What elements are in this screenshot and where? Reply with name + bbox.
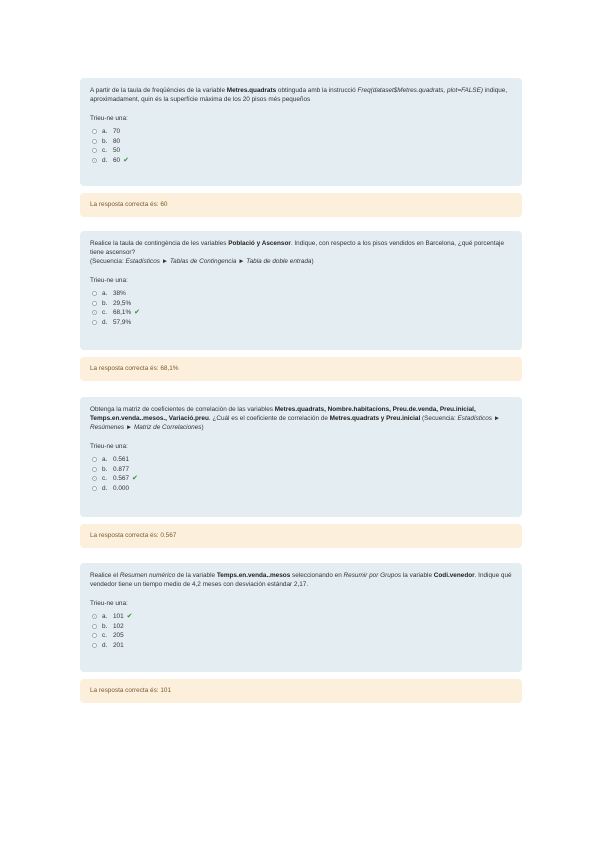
radio-button[interactable] bbox=[92, 139, 97, 144]
option-d[interactable]: d. 0.000 bbox=[92, 484, 512, 494]
question-text: A partir de la taula de freqüències de la variable Metres.quadrats obtinguda amb la instrucció Freq(dataset$Metres.quadrats, plot=FALSE) indique, aproximadament, quin és la superfície màxima de los 20 pisos més pequeños bbox=[90, 87, 508, 103]
radio-button[interactable] bbox=[92, 633, 97, 638]
feedback-4: La resposta correcta és: 101 bbox=[80, 679, 522, 703]
option-d[interactable]: d. 201 bbox=[92, 641, 512, 651]
answer-prompt: Trieu-ne una: bbox=[90, 443, 128, 450]
question-2 bbox=[80, 231, 522, 350]
radio-button[interactable] bbox=[92, 291, 97, 296]
radio-button[interactable] bbox=[92, 643, 97, 648]
radio-button[interactable] bbox=[92, 320, 97, 325]
option-b[interactable]: b. 102 bbox=[92, 622, 512, 632]
option-c[interactable]: c. 205 bbox=[92, 631, 512, 641]
radio-button[interactable] bbox=[92, 624, 97, 629]
radio-button[interactable] bbox=[92, 301, 97, 306]
option-a[interactable]: a. 101 ✔ bbox=[92, 612, 512, 622]
check-icon: ✔ bbox=[126, 613, 133, 621]
option-c[interactable]: c. 68,1% ✔ bbox=[92, 308, 512, 318]
question-3 bbox=[80, 397, 522, 517]
feedback-1: La resposta correcta és: 60 bbox=[80, 193, 522, 217]
feedback-3: La resposta correcta és: 0.567 bbox=[80, 524, 522, 548]
check-icon: ✔ bbox=[134, 309, 140, 317]
radio-button-selected[interactable] bbox=[92, 476, 97, 481]
question-4 bbox=[80, 563, 522, 672]
option-c[interactable]: c. 50 bbox=[92, 146, 512, 156]
option-d[interactable]: d. 60 ✔ bbox=[92, 156, 512, 166]
option-a[interactable]: a. 0.561 bbox=[92, 455, 512, 465]
radio-button[interactable] bbox=[92, 148, 97, 153]
option-b[interactable]: b. 0.877 bbox=[92, 465, 512, 475]
radio-button[interactable] bbox=[92, 486, 97, 491]
answer-prompt: Trieu-ne una: bbox=[90, 277, 128, 284]
question-text: Realice el Resumen numérico de la variable Temps.en.venda..mesos seleccionando en Resumir por Grupos la variable Codi.venedor. Indique qué vendedor tiene un tiempo medio de 4,2 meses con desviación estándar 2,17. bbox=[90, 572, 512, 588]
question-text: Realice la taula de contingència de les variables Població y Ascensor. Indique, con respecto a los pisos vendidos en Barcelona, ¿qué porcentaje tiene ascensor? (Secuencia: Estadísticos ► Tablas de Contingencia ► Tabla de doble entrada) bbox=[90, 240, 505, 265]
radio-button-selected[interactable] bbox=[92, 158, 97, 163]
answer-prompt: Trieu-ne una: bbox=[90, 600, 128, 607]
option-a[interactable]: a. 70 bbox=[92, 127, 512, 137]
option-b[interactable]: b. 80 bbox=[92, 137, 512, 147]
radio-button-selected[interactable] bbox=[92, 310, 97, 315]
check-icon: ✔ bbox=[132, 475, 138, 483]
radio-button[interactable] bbox=[92, 129, 97, 134]
question-1 bbox=[80, 78, 522, 186]
radio-button-selected[interactable] bbox=[92, 614, 97, 619]
radio-button[interactable] bbox=[92, 457, 97, 462]
radio-button[interactable] bbox=[92, 467, 97, 472]
check-icon: ✔ bbox=[123, 156, 129, 164]
question-text: Obtenga la matriz de coeficientes de correlación de las variables Metres.quadrats, Nombre.habitacions, Preu.de.venda, Preu.inicial, Temps.en.venda..mesos., Variació.preu. ¿Cuál es el coeficiente de correlación de Metres.quadrats y Preu.inicial (Secuencia: Estadísticos ► Resúmenes ► Matriz de Correlaciones) bbox=[90, 406, 501, 431]
answer-prompt: Trieu-ne una: bbox=[90, 115, 128, 122]
option-c[interactable]: c. 0.567 ✔ bbox=[92, 474, 512, 484]
option-a[interactable]: a. 38% bbox=[92, 289, 512, 299]
option-d[interactable]: d. 57,9% bbox=[92, 318, 512, 328]
option-b[interactable]: b. 29,5% bbox=[92, 299, 512, 309]
feedback-2: La resposta correcta és: 68,1% bbox=[80, 357, 522, 381]
